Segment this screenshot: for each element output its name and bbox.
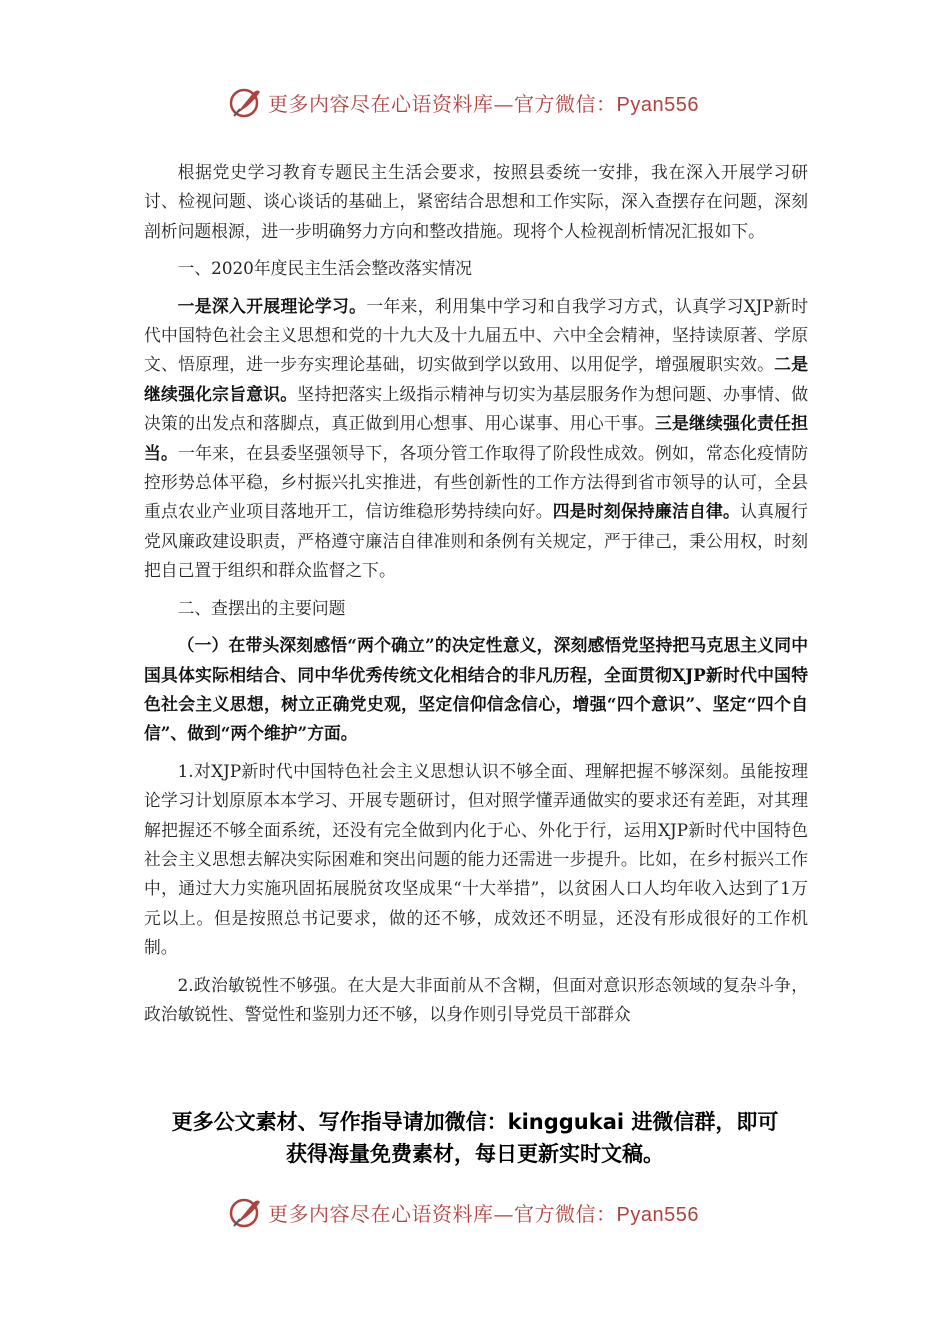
subsection-1-heading: （一）在带头深刻感悟“两个确立”的决定性意义，深刻感悟党坚持把马克思主义同中国具体实际相结合、同中华优秀传统文化相结合的非凡历程，全面贯彻XJP新时代中国特色社会主义思想，树立正确党史观，坚定信仰信念信心，增强“四个意识”、坚定“四个自信”、做到“两个维护”方面。 <box>144 635 808 744</box>
section-1-paragraph <box>144 292 808 586</box>
point-4-title: 四是时刻保持廉洁自律。 <box>552 501 741 522</box>
point-2-text: 坚持把落实上级指示精神与切实为基层服务作为想问题、办事情、做决策的出发点和落脚点，真正做到用心想事、用心谋事、用心干事。 <box>144 383 808 434</box>
point-1-text: 一年来，利用集中学习和自我学习方式，认真学习XJP新时代中国特色社会主义思想和党的十九大及十九届五中、六中全会精神，坚持读原著、学原文、悟原理，进一步夯实理论基础，切实做到学以致用、以用促学，增强履职实效。 <box>144 295 808 375</box>
point-3-text: 一年来，在县委坚强领导下，各项分管工作取得了阶段性成效。例如，常态化疫情防控形势总体平稳，乡村振兴扎实推进，有些创新性的工作方法得到省市领导的认可，全县重点农业产业项目落地开工，信访维稳形势持续向好。 <box>144 442 808 522</box>
problem-item-2: 2.政治敏锐性不够强。在大是大非面前从不含糊，但面对意识形态领域的复杂斗争，政治敏锐性、警觉性和鉴别力还不够，以身作则引导党员干部群众 <box>144 974 808 1024</box>
quill-logo-icon <box>228 84 264 120</box>
point-4-text: 认真履行党风廉政建设职责，严格遵守廉洁自律准则和条例有关规定，严于律己，秉公用权，时刻把自己置于组织和群众监督之下。 <box>144 501 808 581</box>
point-2-title: 二是继续强化宗旨意识。 <box>144 354 808 404</box>
footer-banner <box>228 1192 699 1232</box>
banner-text: 更多内容尽在心语资料库—官方微信：Pyan556 <box>268 1201 699 1226</box>
section-2-heading: 二、查摆出的主要问题 <box>177 597 346 618</box>
section-1-heading: 一、2020年度民主生活会整改落实情况 <box>177 258 473 279</box>
quill-logo-icon <box>228 1194 264 1230</box>
problem-item-1: 1.对XJP新时代中国特色社会主义思想认识不够全面、理解把握不够深刻。虽能按理论学习计划原原本本学习、开展专题研讨，但对照学懂弄通做实的要求还有差距，对其理解把握还不够全面系统，还没有完全做到内化于心、外化于行，运用XJP新时代中国特色社会主义思想去解决实际困难和突出问题的能力还需进一步提升。比如，在乡村振兴工作中，通过大力实施巩固拓展脱贫攻坚成果“十大举措”，以贫困人口人均年收入达到了1万元以上。但是按照总书记要求，做的还不够，成效还不明显，还没有形成很好的工作机制。 <box>144 760 808 958</box>
promo-line-2: 获得海量免费素材，每日更新实时文稿。 <box>286 1142 664 1166</box>
banner-text: 更多内容尽在心语资料库—官方微信：Pyan556 <box>268 91 699 116</box>
promo-line-1: 更多公文素材、写作指导请加微信：kinggukai 进微信群，即可 <box>171 1110 779 1134</box>
point-1-title: 一是深入开展理论学习。 <box>177 295 367 316</box>
header-banner <box>228 82 699 122</box>
document-body <box>144 158 808 1037</box>
promo-notice <box>0 1106 950 1170</box>
intro-paragraph: 根据党史学习教育专题民主生活会要求，按照县委统一安排，我在深入开展学习研讨、检视问题、谈心谈话的基础上，紧密结合思想和工作实际，深入查摆存在问题，深刻剖析问题根源，进一步明确努力方向和整改措施。现将个人检视剖析情况汇报如下。 <box>144 162 808 241</box>
point-3-title: 三是继续强化责任担当。 <box>144 413 808 463</box>
wechat-id: Pyan556 <box>616 93 699 116</box>
wechat-id: Pyan556 <box>616 1203 699 1226</box>
